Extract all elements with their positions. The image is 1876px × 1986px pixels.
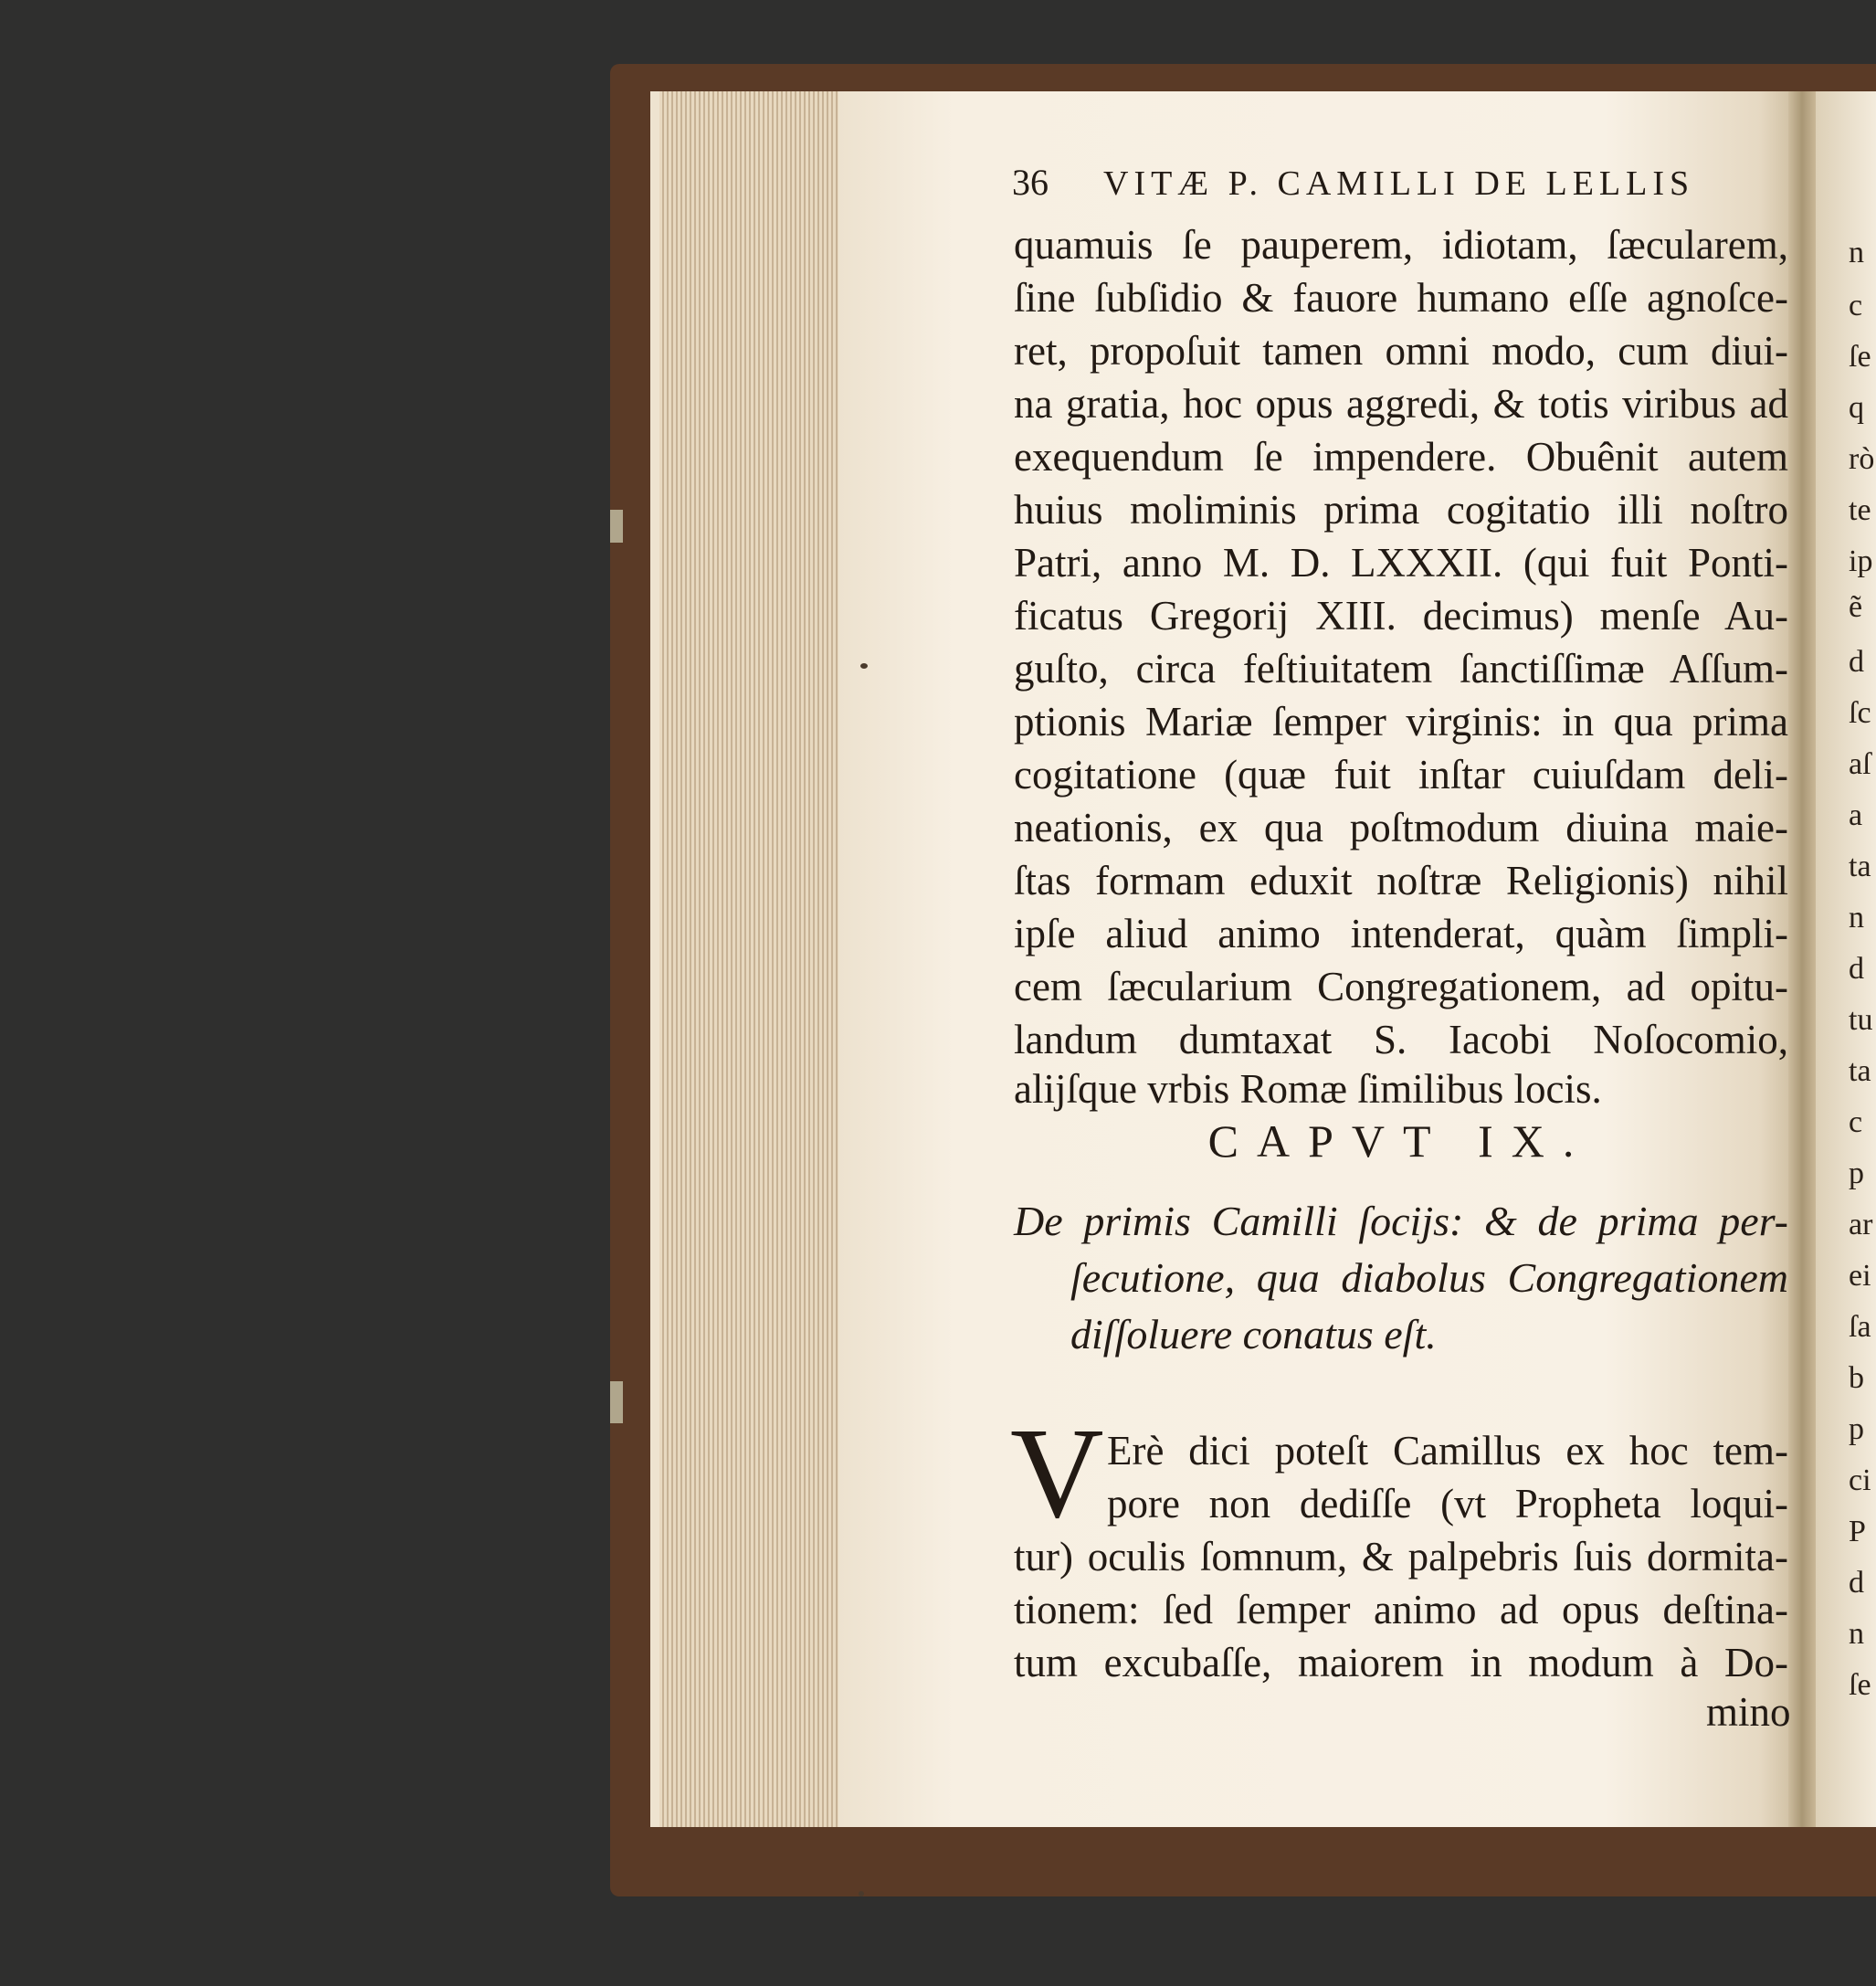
clasp-lower: [610, 1381, 623, 1423]
facing-page-fragment: ẽ: [1849, 590, 1863, 624]
body-line: landum dumtaxat S. Iacobi Noſocomio,: [1014, 1017, 1788, 1062]
facing-page-fragment: n: [1849, 901, 1864, 935]
facing-page-fragment: ei: [1849, 1259, 1871, 1293]
facing-page-fragment: d: [1849, 952, 1864, 986]
body-line: ret, propoſuit tamen omni modo, cum diui-: [1014, 328, 1788, 374]
body-line: alijſque vrbis Romæ ſimilibus locis.: [1014, 1066, 1602, 1112]
body-line: guſto, circa feſtiuitatem ſanctiſſimæ Aſſum-: [1014, 646, 1788, 692]
facing-page-fragment: te: [1849, 493, 1871, 527]
chapter-line: pore non dediſſe (vt Propheta loqui-: [1107, 1481, 1788, 1526]
facing-page-fragment: ſe: [1849, 1668, 1871, 1702]
facing-page-fragment: ſa: [1849, 1310, 1871, 1344]
facing-page-fragment: ta: [1849, 1054, 1871, 1088]
body-line: huius moliminis prima cogitatio illi noſtro: [1014, 487, 1788, 533]
facing-page-fragment: d: [1849, 645, 1864, 679]
facing-page-fragment: b: [1849, 1361, 1864, 1395]
drop-cap: V: [1010, 1400, 1104, 1545]
facing-page-fragment: n: [1849, 236, 1864, 269]
facing-page-fragment: ci: [1849, 1463, 1871, 1497]
body-line: ficatus Gregorij XIII. decimus) menſe Au-: [1014, 593, 1788, 639]
body-line: quamuis ſe pauperem, idiotam, ſæcularem,: [1014, 222, 1788, 268]
facing-page-fragment: ſc: [1849, 696, 1871, 730]
body-line: cem ſæcularium Congregationem, ad opitu-: [1014, 964, 1788, 1009]
catchword: mino: [1706, 1689, 1791, 1735]
facing-page-fragment: aſ: [1849, 747, 1871, 781]
clasp-upper: [610, 510, 623, 543]
body-line: exequendum ſe impendere. Obuênit autem: [1014, 434, 1788, 480]
body-line: ſtas formam eduxit noſtræ Religionis) nihil: [1014, 858, 1788, 903]
gutter: [1788, 91, 1816, 1827]
chapter-title: CAPVT IX.: [1207, 1115, 1593, 1167]
chapter-subtitle-line: diſſoluere conatus eſt.: [1070, 1311, 1437, 1357]
chapter-line: Erè dici poteſt Camillus ex hoc tem-: [1107, 1428, 1788, 1474]
body-line: Patri, anno M. D. LXXXII. (qui fuit Ponti-: [1014, 540, 1788, 586]
page-edges: [650, 91, 849, 1827]
facing-page-fragment: d: [1849, 1566, 1864, 1600]
facing-page-fragment: ar: [1849, 1208, 1873, 1241]
facing-page-fragment: c: [1849, 289, 1863, 322]
chapter-subtitle-line: ſecutione, qua diabolus Congregationem: [1070, 1254, 1788, 1301]
facing-page-fragment: ta: [1849, 850, 1871, 883]
chapter-line: tur) oculis ſomnum, & palpebris ſuis dormita-: [1014, 1534, 1788, 1579]
facing-page-fragment: tu: [1849, 1003, 1873, 1037]
facing-page-fragment: q: [1849, 391, 1864, 425]
ink-speck: [860, 663, 868, 669]
facing-page-fragment: P: [1849, 1515, 1866, 1548]
chapter-line: tionem: ſed ſemper animo ad opus deſtina-: [1014, 1587, 1788, 1632]
facing-page-fragment: p: [1849, 1412, 1864, 1446]
facing-page-fragment: n: [1849, 1617, 1864, 1651]
chapter-subtitle-line: De primis Camilli ſocijs: & de prima per-: [1014, 1198, 1788, 1244]
running-head-title: VITÆ P. CAMILLI DE LELLIS: [1103, 164, 1695, 203]
facing-page-fragment: ſe: [1849, 340, 1871, 374]
page-number: 36: [1012, 162, 1049, 203]
body-line: neationis, ex qua poſtmodum diuina maie-: [1014, 805, 1788, 850]
body-line: cogitatione (quæ fuit inſtar cuiuſdam deli-: [1014, 752, 1788, 798]
body-line: na gratia, hoc opus aggredi, & totis viribus ad: [1014, 381, 1788, 427]
facing-page-fragment: p: [1849, 1157, 1864, 1190]
running-head: [1012, 161, 1734, 204]
body-line: ſine ſubſidio & fauore humano eſſe agnoſce-: [1014, 275, 1788, 321]
facing-page-fragment: ip: [1849, 544, 1873, 578]
ink-speck: [859, 1891, 864, 1896]
facing-page-fragment: a: [1849, 798, 1863, 832]
facing-page-fragment: rò: [1849, 442, 1875, 476]
facing-page-fragment: c: [1849, 1105, 1863, 1139]
body-line: ptionis Mariæ ſemper virginis: in qua prima: [1014, 699, 1788, 745]
body-line: ipſe aliud animo intenderat, quàm ſimpli-: [1014, 911, 1788, 956]
chapter-line: tum excubaſſe, maiorem in modum à Do-: [1014, 1640, 1788, 1685]
